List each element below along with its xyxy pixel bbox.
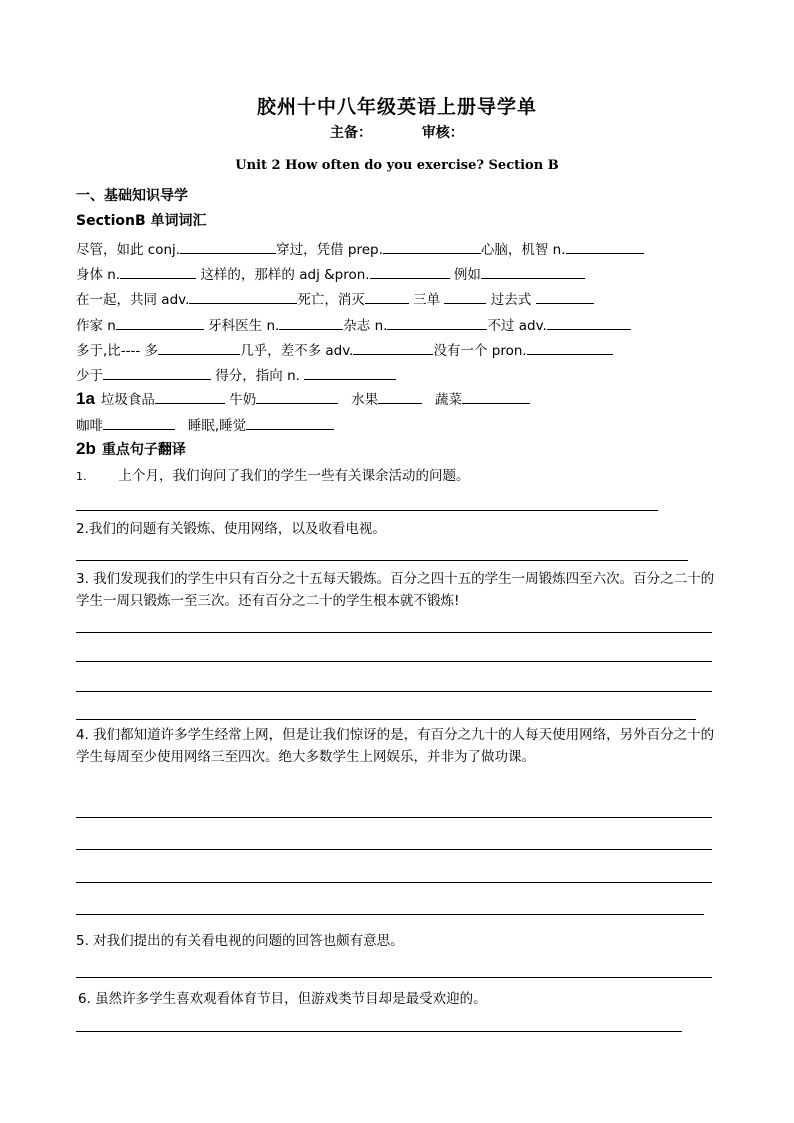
food-label: 垃圾食品	[100, 392, 155, 408]
sentence-5: 5. 对我们提出的有关看电视的问题的回答也颇有意思。	[76, 933, 404, 949]
answer-line[interactable]	[76, 914, 704, 915]
vocab-label: 作家 n	[76, 318, 116, 334]
food-label: 牛奶	[229, 392, 257, 408]
sentence-text: 上个月，我们询问了我们的学生一些有关课余活动的问题。	[118, 468, 470, 484]
vocab-blank[interactable]	[481, 264, 585, 279]
answer-line[interactable]	[76, 691, 712, 692]
vocab-blank[interactable]	[365, 289, 409, 304]
answer-line[interactable]	[76, 882, 712, 883]
answer-line[interactable]	[76, 817, 712, 818]
unit-title: Unit 2 How often do you exercise? Section B	[235, 158, 559, 173]
sentence-number: 1.	[76, 470, 87, 483]
answer-line[interactable]	[76, 510, 658, 511]
vocab-label: 没有一个 pron.	[433, 343, 527, 359]
food-label: 水果	[351, 392, 379, 408]
vocab-blank[interactable]	[383, 239, 481, 254]
vocab-label: 少于	[76, 368, 103, 384]
vocab-label: 死亡，消灭	[297, 292, 365, 308]
vocab-label: 不过 adv.	[487, 318, 547, 334]
vocab-blank[interactable]	[304, 365, 396, 380]
sentence-3: 3. 我们发现我们的学生中只有百分之十五每天锻炼。百分之四十五的学生一周锻炼四至六次。百分之二十的学生一周只锻炼一至三次。还有百分之二十的学生根本就不锻炼!	[76, 571, 715, 609]
vocab-blank[interactable]	[120, 264, 196, 279]
vocab-row-3	[76, 289, 594, 309]
vocab-blank[interactable]	[547, 315, 631, 330]
food-label: 睡眠,睡觉	[187, 418, 247, 434]
sentence-2: 2.我们的问题有关锻炼、使用网络，以及收看电视。	[76, 521, 386, 537]
vocab-blank[interactable]	[116, 315, 204, 330]
answer-line[interactable]	[76, 632, 712, 633]
section-1a-row-1	[76, 389, 530, 409]
section-2b-label: 2b	[76, 439, 96, 458]
sentence-4: 4. 我们都知道许多学生经常上网，但是让我们惊讶的是，有百分之九十的人每天使用网络，另外百分之十的学生每周至少使用网络三至四次。绝大多数学生上网娱乐，并非为了做功课。	[76, 727, 715, 765]
vocab-label: 杂志 n.	[343, 318, 388, 334]
answer-line[interactable]	[76, 719, 696, 720]
vocab-label: 过去式	[490, 292, 532, 308]
food-blank[interactable]	[246, 415, 334, 430]
author-line	[330, 122, 464, 142]
vocab-label: 在一起，共同 adv.	[76, 292, 190, 308]
vocab-blank[interactable]	[353, 340, 433, 355]
answer-line[interactable]	[76, 560, 688, 561]
vocab-label: 牙科医生 n.	[208, 318, 280, 334]
vocab-blank[interactable]	[370, 264, 450, 279]
vocab-label: 得分，指向 n.	[215, 368, 300, 384]
food-label: 蔬菜	[434, 392, 462, 408]
reviewer-label: 审核：	[421, 125, 464, 141]
answer-line[interactable]	[76, 661, 712, 662]
section-1a-label: 1a	[76, 389, 95, 408]
section-heading-basics: 一、基础知识导学	[76, 188, 188, 204]
vocab-row-2	[76, 264, 585, 284]
answer-line[interactable]	[76, 1031, 682, 1032]
vocab-blank[interactable]	[444, 289, 486, 304]
vocab-row-1	[76, 239, 644, 259]
section-2b-title: 重点句子翻译	[101, 442, 186, 458]
sentence-6: 6. 虽然许多学生喜欢观看体育节目，但游戏类节目却是最受欢迎的。	[78, 991, 487, 1007]
vocab-row-5	[76, 340, 613, 360]
vocab-blank[interactable]	[566, 239, 644, 254]
vocab-label: 身体 n.	[76, 267, 121, 283]
vocab-heading: SectionB 单词词汇	[76, 213, 207, 229]
food-blank[interactable]	[103, 415, 175, 430]
food-blank[interactable]	[378, 389, 422, 404]
vocab-blank[interactable]	[387, 315, 487, 330]
vocab-label: 几乎，差不多 adv.	[240, 343, 354, 359]
answer-line[interactable]	[76, 977, 712, 978]
vocab-row-6	[76, 365, 396, 385]
vocab-blank[interactable]	[527, 340, 613, 355]
vocab-blank[interactable]	[158, 340, 240, 355]
vocab-blank[interactable]	[189, 289, 297, 304]
vocab-blank[interactable]	[103, 365, 211, 380]
vocab-blank[interactable]	[536, 289, 594, 304]
vocab-label: 穿过，凭借 prep.	[276, 242, 383, 258]
food-blank[interactable]	[155, 389, 225, 404]
page-title: 胶州十中八年级英语上册导学单	[256, 96, 537, 118]
vocab-label: 这样的，那样的 adj &pron.	[200, 267, 370, 283]
food-blank[interactable]	[462, 389, 530, 404]
vocab-label: 尽管，如此 conj.	[76, 242, 181, 258]
section-2b-heading	[76, 440, 186, 459]
vocab-label: 心脑，机智 n.	[480, 242, 566, 258]
vocab-label: 三单	[413, 292, 441, 308]
sentence-1	[76, 467, 470, 486]
vocab-blank[interactable]	[279, 315, 343, 330]
vocab-label: 多于,比---- 多	[76, 343, 159, 359]
vocab-label: 例如	[453, 267, 481, 283]
food-blank[interactable]	[256, 389, 338, 404]
vocab-blank[interactable]	[180, 239, 276, 254]
answer-line[interactable]	[76, 849, 712, 850]
preparer-label: 主备：	[330, 125, 372, 141]
section-1a-row-2	[76, 415, 334, 435]
food-label: 咖啡	[76, 418, 103, 434]
vocab-row-4	[76, 315, 631, 335]
